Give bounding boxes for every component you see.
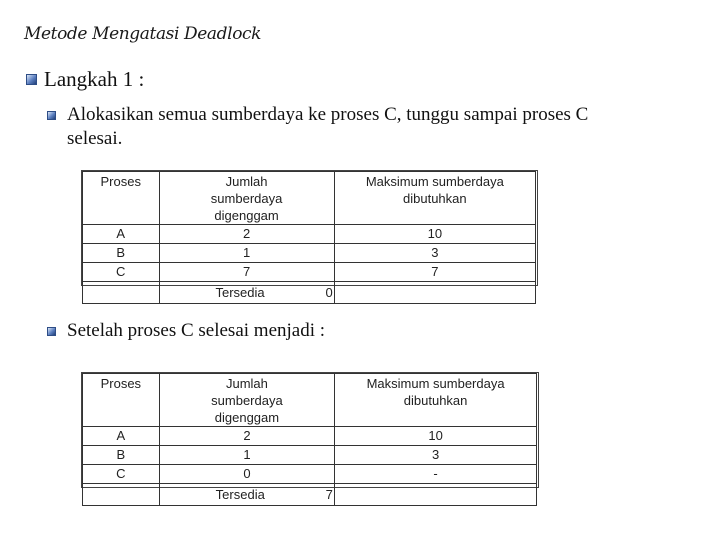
table-cell: 10	[335, 427, 537, 446]
table-cell: C	[83, 465, 160, 484]
table-1-header-maksimum: Maksimum sumberdaya dibutuhkan	[334, 172, 535, 225]
table-cell: C	[83, 263, 160, 282]
table-1-header-jumlah: Jumlah sumberdaya digenggam	[159, 172, 334, 225]
table-cell: 7	[159, 263, 334, 282]
table-row	[83, 465, 537, 484]
step-item	[26, 67, 144, 92]
table-row	[83, 427, 537, 446]
step-label: Langkah 1 :	[44, 67, 145, 91]
table-cell: 7	[334, 263, 535, 282]
table-row	[83, 263, 536, 282]
square-bullet-icon	[47, 327, 56, 336]
table-cell: B	[83, 244, 160, 263]
table-row	[83, 244, 536, 263]
table-2-footer-value: 7	[325, 487, 333, 502]
table-cell: 10	[334, 225, 535, 244]
table-2-header-proses: Proses	[83, 374, 160, 427]
table-cell: 1	[159, 446, 335, 465]
bullet-1-line-1: Alokasikan semua sumberdaya ke proses C, tunggu sampai proses C	[67, 104, 589, 125]
bullet-1-line-2: selesai.	[67, 128, 123, 149]
bullet-item-2	[47, 319, 697, 343]
table-cell: A	[83, 225, 160, 244]
table-cell: 1	[159, 244, 334, 263]
table-cell: 0	[159, 465, 335, 484]
table-2-footer-label: Tersedia	[215, 487, 265, 502]
table-1-header-proses: Proses	[83, 172, 160, 225]
square-bullet-icon	[47, 111, 56, 120]
table-1	[82, 171, 536, 304]
bullet-item-1	[47, 103, 697, 151]
table-2-header-maksimum: Maksimum sumberdaya dibutuhkan	[335, 374, 537, 427]
table-2-header-jumlah: Jumlah sumberdaya digenggam	[159, 374, 335, 427]
table-cell: 2	[159, 427, 335, 446]
table-cell: A	[83, 427, 160, 446]
slide-title: Metode Mengatasi Deadlock	[24, 24, 262, 44]
table-row	[83, 446, 537, 465]
table-footer	[83, 282, 536, 304]
table-2	[82, 373, 537, 506]
table-row	[83, 225, 536, 244]
table-cell: B	[83, 446, 160, 465]
table-cell: 3	[334, 244, 535, 263]
table-footer	[83, 484, 537, 506]
square-bullet-icon	[26, 74, 37, 85]
bullet-2-text: Setelah proses C selesai menjadi :	[67, 320, 326, 341]
table-1-footer-value: 0	[325, 285, 333, 300]
table-cell: -	[335, 465, 537, 484]
table-cell: 3	[335, 446, 537, 465]
table-cell: 2	[159, 225, 334, 244]
table-1-footer-label: Tersedia	[215, 285, 265, 300]
